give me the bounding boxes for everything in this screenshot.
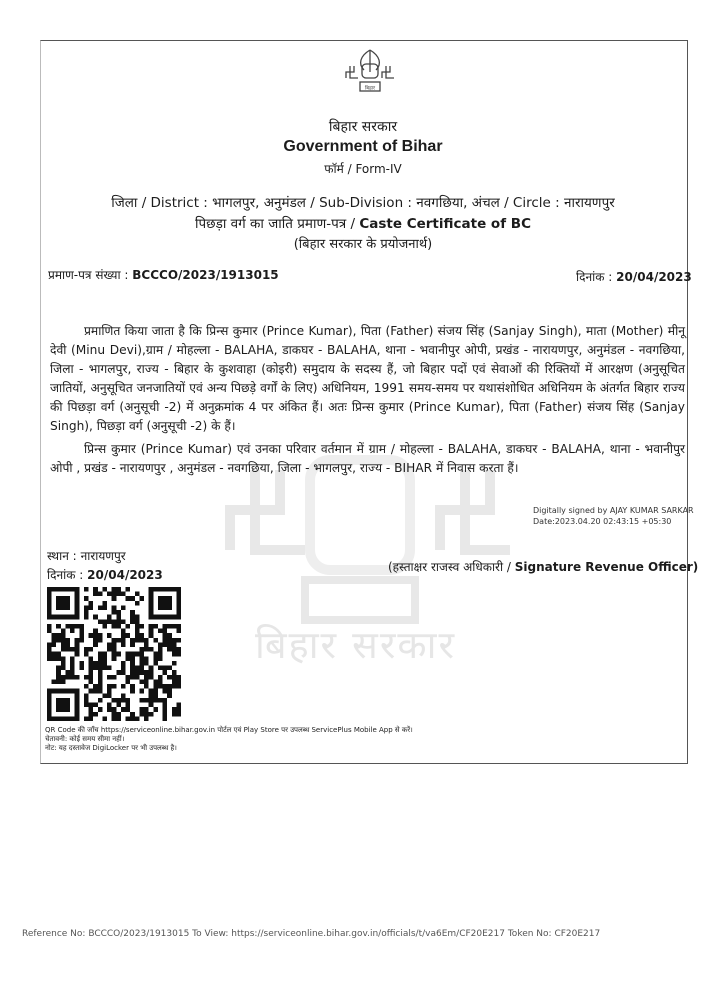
jurisdiction-line xyxy=(40,193,686,211)
signing-date: 20/04/2023 xyxy=(87,568,163,582)
state-name-english: Government of Bihar xyxy=(283,138,443,155)
district-value: भागलपुर, xyxy=(212,195,260,211)
officer-title-hindi: (हस्ताक्षर राजस्व अधिकारी / xyxy=(388,560,511,574)
signing-date-line xyxy=(47,566,163,583)
qr-code xyxy=(47,587,181,721)
digital-sign-date: Date:2023.04.20 02:43:15 +05:30 xyxy=(533,517,672,526)
signature-officer-line xyxy=(388,558,698,575)
subdivision-value: नवगछिया, xyxy=(416,195,468,211)
title-hindi: पिछड़ा वर्ग का जाति प्रमाण-पत्र / xyxy=(195,216,356,232)
district-label: जिला / District : xyxy=(111,195,208,211)
circle-label: अंचल / Circle : xyxy=(471,195,560,211)
place-label: स्थान : xyxy=(47,549,77,563)
signing-date-label: दिनांक : xyxy=(47,568,84,582)
officer-title-english: Signature Revenue Officer) xyxy=(514,560,699,574)
certificate-body-paragraph-1: प्रमाणित किया जाता है कि प्रिन्स कुमार (Prince Kumar), पिता (Father) संजय सिंह (Sanjay Singh), माता (Mother) मीनू देवी (Minu Devi),ग्राम / मोहल्ला - BALAHA, डाकघर - BALAHA, थाना - भवानीपुर ओपी, प्रखंड - नारायणपुर, अनुमंडल - नवगछिया, जिला - भागलपुर, राज्य - बिहार के कुशवाहा (कोइरी) समुदाय के सदस्य हैं, जो बिहार पदों एवं सेवाओं की रिक्तियों में आरक्षण (अनुसूचित जातियों, अनुसूचित जनजातियों एवं अन्य पिछड़े वर्गों के लिए) अधिनियम, 1991 समय-समय पर यथासंशोधित अधिनियम के अंतर्गत बिहार राज्य की पिछड़ा वर्ग (अनुसूची -2) में अनुक्रमांक 4 पर अंकित हैं। अतः प्रिन्स कुमार (Prince Kumar), पिता (Father) संजय सिंह (Sanjay Singh), पिछड़ा वर्ग (अनुसूची -2) के हैं। xyxy=(50,324,685,433)
svg-text:बिहार: बिहार xyxy=(364,85,376,92)
subdivision-label: अनुमंडल / Sub-Division : xyxy=(263,195,412,211)
qr-digilocker-note: नोट: यह दस्तावेज DigiLocker पर भी उपलब्ध है। xyxy=(45,744,177,752)
issue-date-label: दिनांक : xyxy=(576,270,613,284)
qr-verify-note: QR Code की जाँच https://serviceonline.bihar.gov.in पोर्टल एवं Play Store पर उपलब्ध ServicePlus Mobile App से करें। xyxy=(45,726,413,734)
issue-date: 20/04/2023 xyxy=(616,270,692,284)
digital-signer: Digitally signed by AJAY KUMAR SARKAR xyxy=(533,506,694,515)
certificate-purpose: (बिहार सरकार के प्रयोजनार्थ) xyxy=(293,237,433,252)
certificate-number: BCCCO/2023/1913015 xyxy=(132,268,279,282)
qr-warning-note: चेतावनी: कोई समय सीमा नहीं। xyxy=(45,735,125,743)
certificate-number-line xyxy=(48,266,279,283)
circle-value: नारायणपुर xyxy=(563,195,615,211)
certificate-number-label: प्रमाण-पत्र संख्या : xyxy=(48,268,129,282)
certificate-title xyxy=(40,214,686,232)
digital-signature xyxy=(533,505,694,527)
title-english: Caste Certificate of BC xyxy=(359,216,531,232)
place-value: नारायणपुर xyxy=(80,549,126,563)
form-number: फॉर्म / Form-IV xyxy=(324,162,402,176)
reference-footer: Reference No: BCCCO/2023/1913015 To View: https://serviceonline.bihar.gov.in/officials/t/va6Em/CF20E217 Token No: CF20E217 xyxy=(22,929,601,939)
qr-notes xyxy=(45,726,413,753)
issue-date-line xyxy=(576,268,692,285)
certificate-body-paragraph-2: प्रिन्स कुमार (Prince Kumar) एवं उनका परिवार वर्तमान में ग्राम / मोहल्ला - BALAHA, डाकघर - BALAHA, थाना - भवानीपुर ओपी , प्रखंड - नारायणपुर , अनुमंडल - नवगछिया, जिला - भागलपुर, राज्य - BIHAR में निवास करता हैं। xyxy=(50,442,685,475)
place-line xyxy=(47,547,126,564)
state-name-hindi: बिहार सरकार xyxy=(328,119,398,135)
bihar-emblem-icon xyxy=(342,46,398,98)
watermark-text: बिहार सरकार xyxy=(255,623,456,667)
